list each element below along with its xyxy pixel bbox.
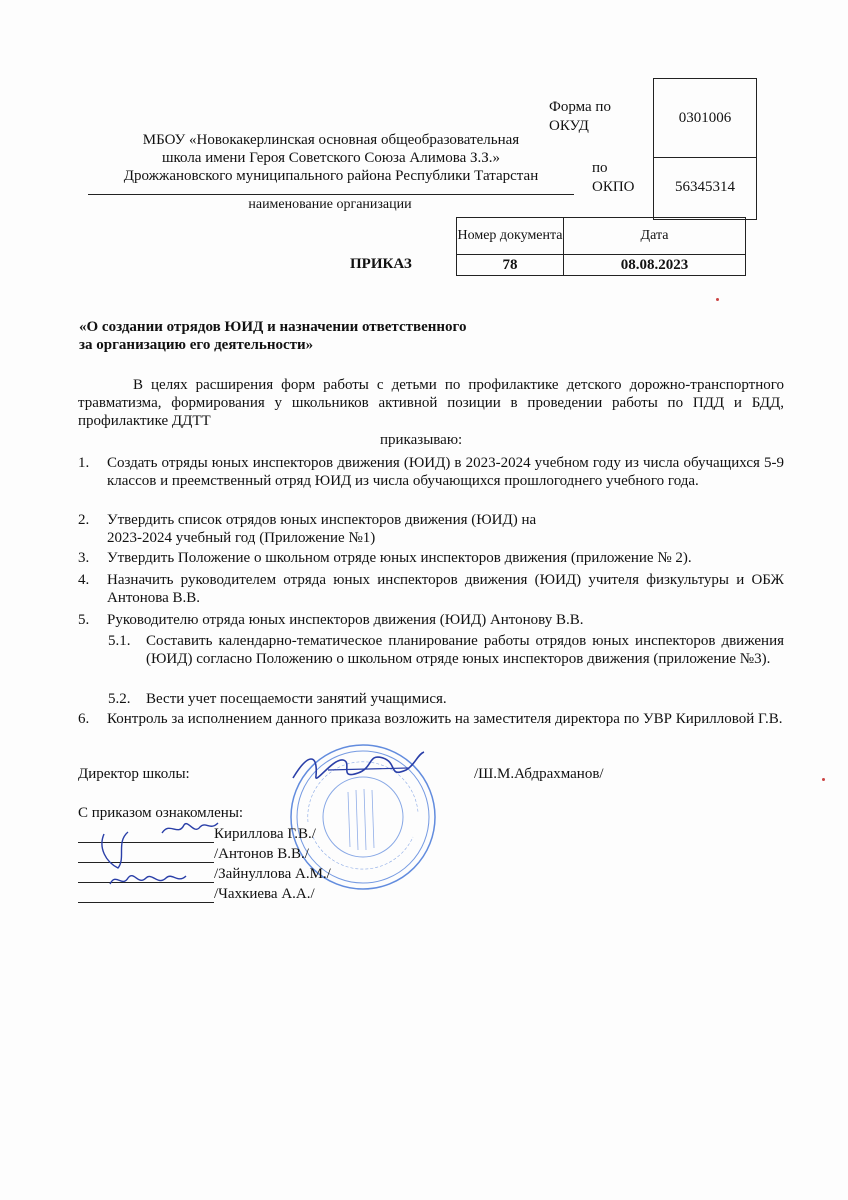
order-item: Контроль за исполнением данного приказа возложить на заместителя директора по УВР Кирилловой Г.В. xyxy=(107,711,783,727)
item-number: 2. xyxy=(78,512,90,528)
item-number: 5.1. xyxy=(108,633,131,649)
director-signature xyxy=(288,748,428,788)
acknowledgement-signature xyxy=(108,866,188,892)
item-number: 4. xyxy=(78,572,90,588)
organization-underline xyxy=(88,194,574,195)
signature-label: Директор школы: xyxy=(78,766,190,782)
okud-label: Форма по ОКУД xyxy=(549,99,611,134)
organization-name xyxy=(82,131,580,185)
subject-line: за организацию его деятельности» xyxy=(79,337,314,353)
okpo-label: по ОКПО xyxy=(592,160,635,195)
director-name: /Ш.М.Абдрахманов/ xyxy=(474,766,604,782)
document-number: 78 xyxy=(457,255,564,276)
document-number-header: Номер документа xyxy=(457,218,564,255)
item-number: 6. xyxy=(78,711,90,727)
order-item xyxy=(107,511,784,547)
order-item: Утвердить Положение о школьном отряде юных инспекторов движения (приложение № 2). xyxy=(107,550,692,566)
organization-line: МБОУ «Новокакерлинская основная общеобразовательная xyxy=(142,132,520,148)
acknowledged-name: /Антонов В.В./ xyxy=(214,846,309,862)
item-number: 5. xyxy=(78,612,90,628)
organization-line: школа имени Героя Советского Союза Алимова З.З.» xyxy=(161,150,501,166)
order-item: Создать отряды юных инспекторов движения (ЮИД) в 2023-2024 учебном году из числа обучащихся 5-9 классов и преемственный отряд ЮИД из числа обучающихся прошлогоднего учебного года. xyxy=(107,455,784,489)
document-date-header: Дата xyxy=(564,218,746,255)
item-number: 5.2. xyxy=(108,691,131,707)
okpo-code: 56345314 xyxy=(653,156,757,220)
order-item: Составить календарно-тематическое планирование работы отрядов юных инспекторов движения (ЮИД) согласно Положению о школьном отряде юных инспекторов движения (приложение №3). xyxy=(146,633,784,667)
document-title: ПРИКАЗ xyxy=(350,256,412,272)
acknowledged-name: /Зайнуллова А.М./ xyxy=(214,866,331,882)
okud-code: 0301006 xyxy=(653,78,757,158)
subject-line: «О создании отрядов ЮИД и назначении ответственного xyxy=(79,319,467,335)
order-item-line: Утвердить список отрядов юных инспекторов движения (ЮИД) на xyxy=(107,512,537,528)
ink-mark xyxy=(716,298,719,301)
acknowledgement-signature xyxy=(160,815,220,843)
organization-caption: наименование организации xyxy=(248,197,412,212)
order-item-line: 2023-2024 учебный год (Приложение №1) xyxy=(107,530,376,546)
document-date: 08.08.2023 xyxy=(564,255,746,276)
document-table xyxy=(456,217,746,276)
order-subject xyxy=(79,318,599,354)
acknowledgement-title: С приказом ознакомлены: xyxy=(78,805,244,821)
order-item: Назначить руководителем отряда юных инспекторов движения (ЮИД) учителя физкультуры и ОБЖ Антонова В.В. xyxy=(107,572,784,606)
intro-paragraph: В целях расширения форм работы с детьми по профилактике детского дорожно-транспортного травматизма, формирования у школьников активной позиции в проведении работы по ПДД и БДД, профилактике ДДТТ xyxy=(78,377,784,429)
order-item: Вести учет посещаемости занятий учащимися. xyxy=(146,691,447,707)
acknowledged-name: Кириллова Г.В./ xyxy=(214,826,316,842)
ink-mark xyxy=(822,778,825,781)
acknowledged-name: /Чахкиева А.А./ xyxy=(214,886,315,902)
order-word: приказываю: xyxy=(380,432,463,448)
item-number: 3. xyxy=(78,550,90,566)
organization-line: Дрожжановского муниципального района Республики Татарстан xyxy=(123,168,539,184)
order-item: Руководителю отряда юных инспекторов движения (ЮИД) Антонову В.В. xyxy=(107,612,584,628)
item-number: 1. xyxy=(78,455,90,471)
